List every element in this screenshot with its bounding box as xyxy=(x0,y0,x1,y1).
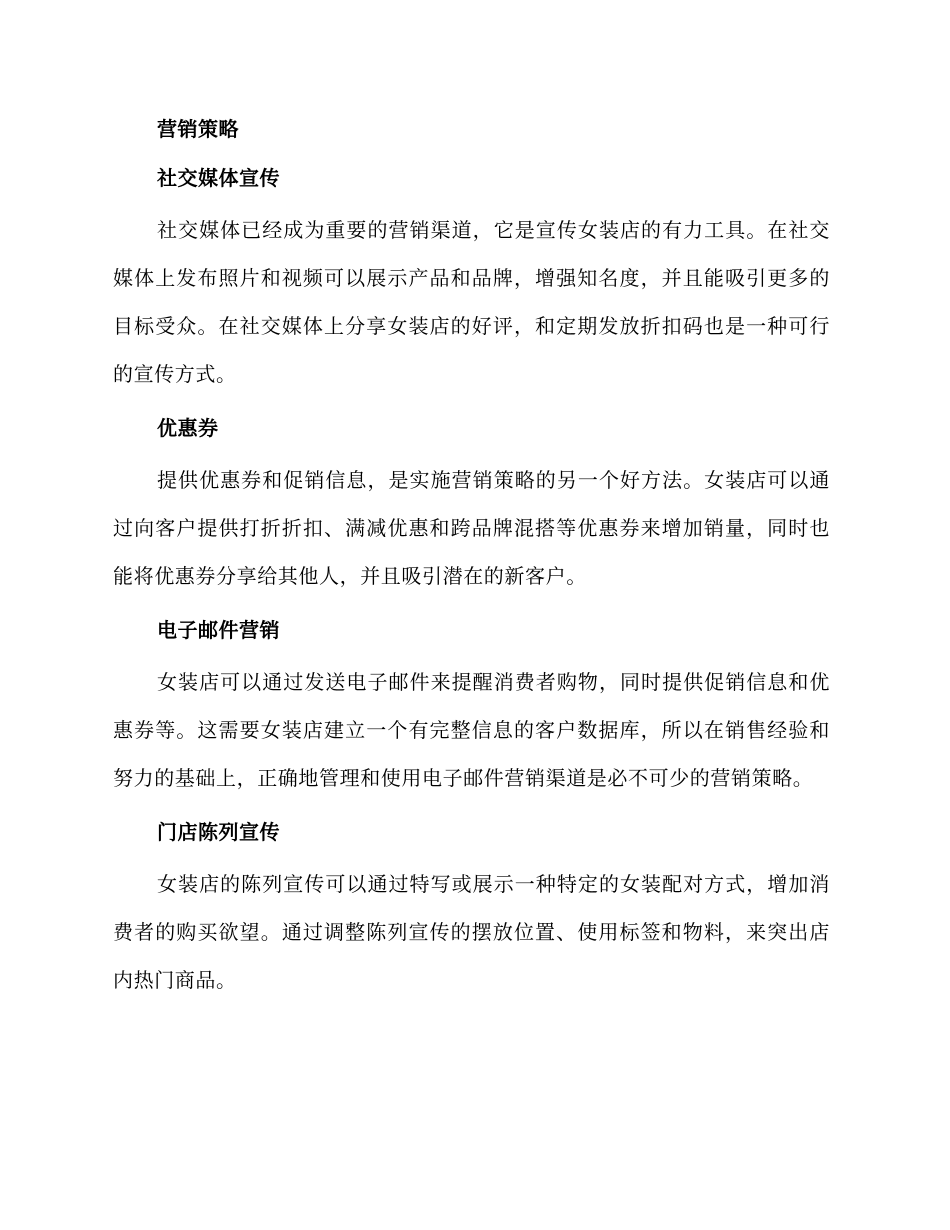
section-heading: 电子邮件营销 xyxy=(157,618,280,642)
section-body: 提供优惠券和促销信息，是实施营销策略的另一个好方法。女装店可以通过向客户提供打折折扣、满减优惠和跨品牌混搭等优惠券来增加销量，同时也能将优惠券分享给其他人，并且吸引潜在的新客户。 xyxy=(113,468,830,588)
section-heading: 社交媒体宣传 xyxy=(157,166,280,190)
section-body: 女装店的陈列宣传可以通过特写或展示一种特定的女装配对方式，增加消费者的购买欲望。通过调整陈列宣传的摆放位置、使用标签和物料，来突出店内热门商品。 xyxy=(113,872,830,992)
page-title: 营销策略 xyxy=(157,117,239,141)
section-body: 女装店可以通过发送电子邮件来提醒消费者购物，同时提供促销信息和优惠券等。这需要女装店建立一个有完整信息的客户数据库，所以在销售经验和努力的基础上，正确地管理和使用电子邮件营销渠道是必不可少的营销策略。 xyxy=(113,670,830,790)
section-coupons xyxy=(113,410,830,600)
section-store-display xyxy=(113,814,830,1004)
section-social-media xyxy=(113,160,830,398)
section-heading: 优惠券 xyxy=(157,416,219,440)
section-body: 社交媒体已经成为重要的营销渠道，它是宣传女装店的有力工具。在社交媒体上发布照片和视频可以展示产品和品牌，增强知名度，并且能吸引更多的目标受众。在社交媒体上分享女装店的好评，和定期发放折扣码也是一种可行的宣传方式。 xyxy=(113,218,830,386)
section-heading: 门店陈列宣传 xyxy=(157,820,280,844)
section-email-marketing xyxy=(113,612,830,802)
